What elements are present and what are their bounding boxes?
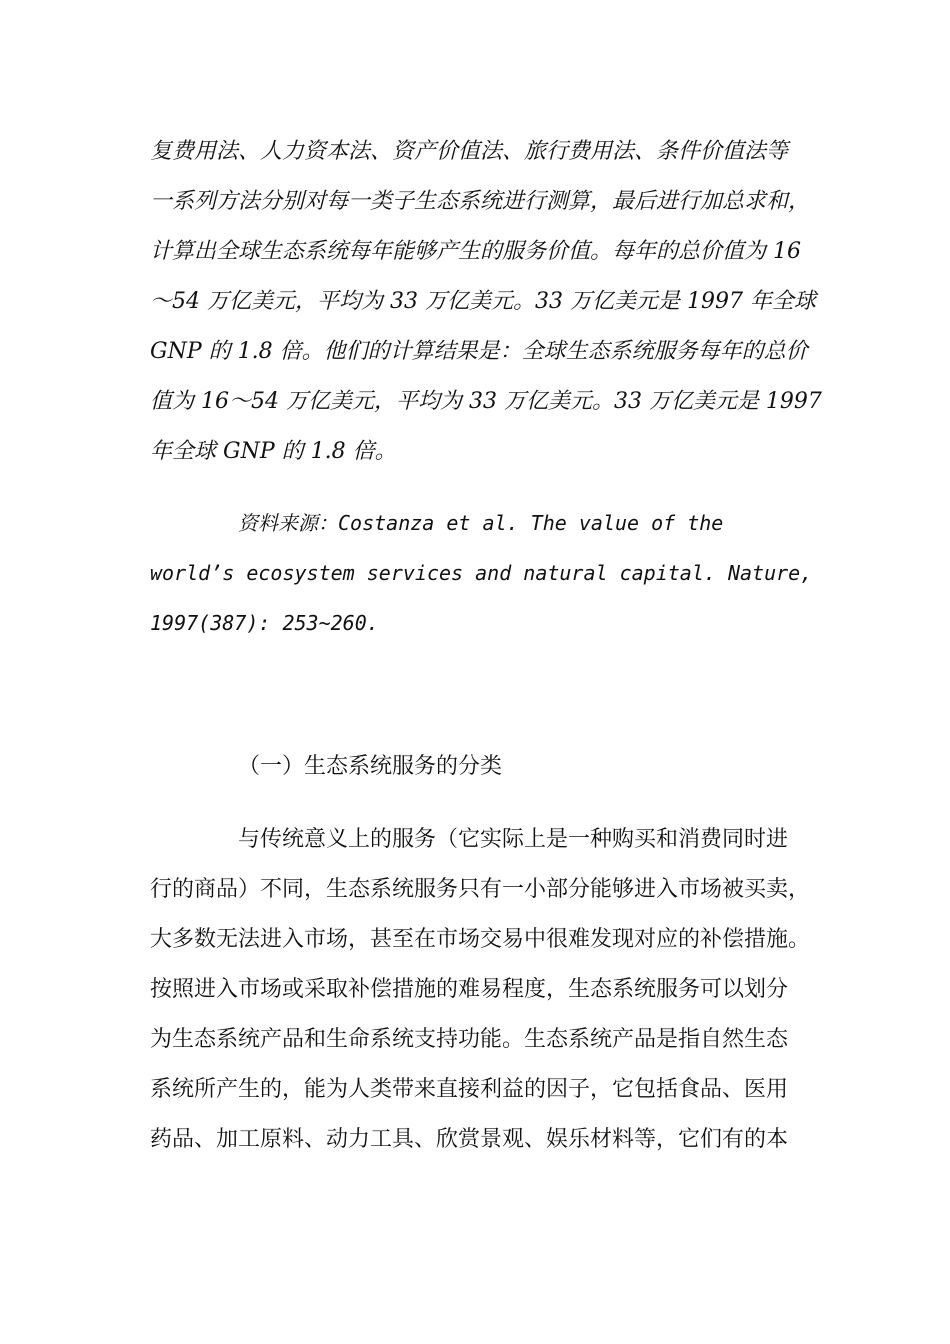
body-line-3: 大多数无法进入市场，甚至在市场交易中很难发现对应的补偿措施。: [150, 927, 811, 952]
body-line-2: 行的商品）不同，生态系统服务只有一小部分能够进入市场被买卖，: [150, 877, 811, 902]
body-line-4: 按照进入市场或采取补偿措施的难易程度，生态系统服务可以划分: [150, 977, 789, 1002]
body-line-6: 系统所产生的，能为人类带来直接利益的因子，它包括食品、医用: [150, 1077, 789, 1102]
quote-line-3: 计算出全球生态系统每年能够产生的服务价值。每年的总价值为 16: [150, 239, 801, 264]
source-line-3: 1997(387): 253~260.: [150, 611, 379, 635]
quote-line-5: GNP 的 1.8 倍。他们的计算结果是：全球生态系统服务每年的总价: [150, 339, 808, 364]
quote-line-2: 一系列方法分别对每一类子生态系统进行测算，最后进行加总求和，: [150, 189, 811, 214]
section-heading: （一）生态系统服务的分类: [238, 754, 503, 779]
body-line-5: 为生态系统产品和生命系统支持功能。生态系统产品是指自然生态: [150, 1027, 789, 1052]
quote-line-7: 年全球 GNP 的 1.8 倍。: [150, 439, 397, 464]
source-line-1: 资料来源：Costanza et al. The value of the: [238, 511, 724, 535]
body-line-7: 药品、加工原料、动力工具、欣赏景观、娱乐材料等，它们有的本: [150, 1127, 789, 1152]
body-line-1: 与传统意义上的服务（它实际上是一种购买和消费同时进: [238, 827, 789, 852]
quote-line-6: 值为 16～54 万亿美元，平均为 33 万亿美元。33 万亿美元是 1997: [150, 389, 822, 414]
quote-line-1: 复费用法、人力资本法、资产价值法、旅行费用法、条件价值法等: [150, 139, 789, 164]
quote-line-4: ～54 万亿美元，平均为 33 万亿美元。33 万亿美元是 1997 年全球: [150, 289, 816, 314]
source-line-2: world’s ecosystem services and natural capital. Nature,: [150, 561, 813, 585]
